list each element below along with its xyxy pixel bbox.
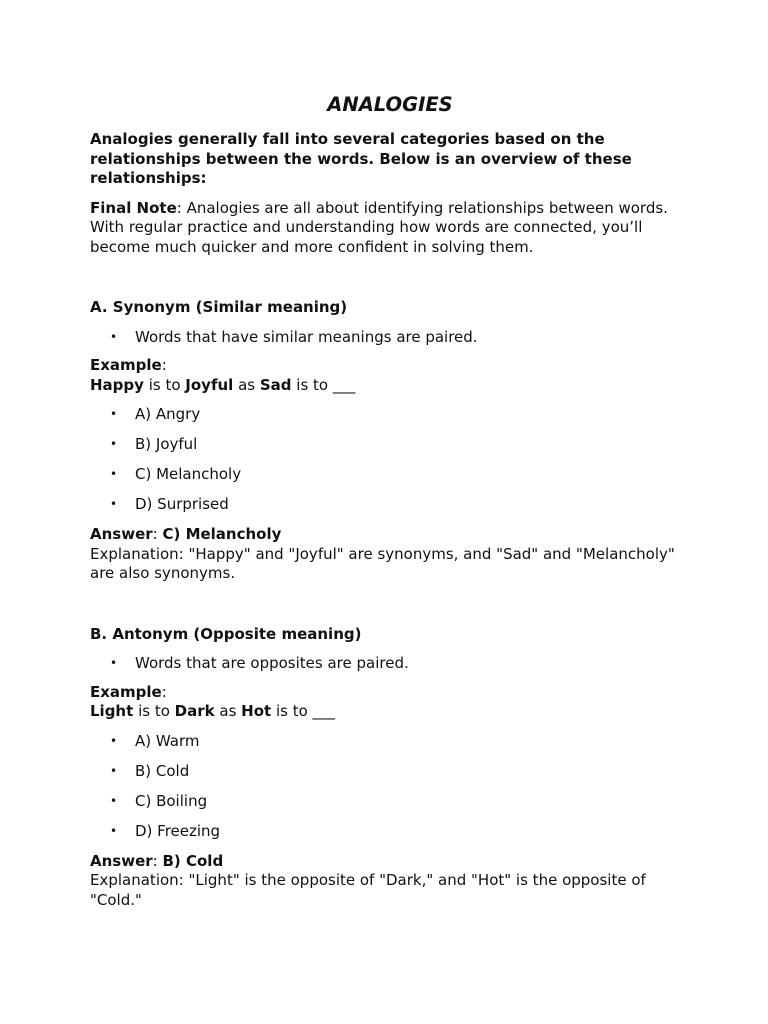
document-content — [90, 93, 690, 910]
example-heading — [90, 356, 690, 376]
example-heading — [90, 683, 690, 703]
option-item: • B) Cold — [90, 762, 690, 792]
answer-value: C) Melancholy — [162, 525, 282, 543]
option-item: • D) Surprised — [90, 495, 690, 525]
answer-label: Answer — [90, 525, 153, 543]
final-note-text: Analogies are all about identifying relationships between words. With regular practice and understanding how words are connected, you’ll become much quicker and more confident in solving them. — [90, 198, 668, 256]
example-sep: : — [161, 356, 167, 374]
example-connector: is to — [133, 702, 175, 720]
options-list — [90, 405, 690, 525]
description-list — [90, 654, 690, 674]
section-title: B. Antonym (Opposite meaning) — [90, 624, 362, 643]
option-item: • A) Warm — [90, 732, 690, 762]
example-word-1: Happy — [90, 375, 144, 394]
option-item: • D) Freezing — [90, 822, 690, 852]
explanation-text: Explanation: "Happy" and "Joyful" are synonyms, and "Sad" and "Melancholy" are also synonyms. — [90, 544, 675, 582]
description-item: • Words that have similar meanings are paired. — [90, 328, 690, 348]
example-word-2: Dark — [174, 702, 215, 720]
description-list — [90, 328, 690, 348]
example-connector: as — [214, 702, 242, 720]
example-word-2: Joyful — [185, 375, 234, 394]
final-note-sep: : — [176, 198, 182, 217]
final-note-label: Final Note — [90, 198, 177, 217]
intro-paragraph: Analogies generally fall into several categories based on the relationships between the words. Below is an overview of these relationships: — [90, 130, 632, 187]
options-list — [90, 732, 690, 852]
example-analogy — [90, 702, 690, 722]
answer-label: Answer — [90, 851, 153, 870]
option-item: • C) Boiling — [90, 792, 690, 822]
description-item: • Words that are opposites are paired. — [90, 654, 690, 674]
option-item: • C) Melancholy — [90, 465, 690, 495]
answer-sep: : — [152, 851, 163, 870]
final-note-paragraph — [90, 199, 690, 258]
example-label: Example — [90, 356, 162, 374]
example-connector: is to ___ — [291, 375, 356, 394]
section-antonym — [90, 625, 690, 911]
example-connector: is to ___ — [271, 702, 336, 720]
example-label: Example — [90, 682, 162, 701]
option-item: • A) Angry — [90, 405, 690, 435]
answer-line — [90, 525, 690, 545]
answer-value: B) Cold — [162, 851, 224, 870]
example-analogy — [90, 376, 690, 396]
answer-sep: : — [152, 525, 163, 543]
example-connector: as — [233, 375, 260, 394]
section-synonym — [90, 298, 690, 584]
section-title: A. Synonym (Similar meaning) — [90, 298, 348, 316]
option-item: • B) Joyful — [90, 435, 690, 465]
answer-line — [90, 852, 690, 872]
example-word-1: Light — [90, 702, 134, 720]
explanation-text: Explanation: "Light" is the opposite of "Dark," and "Hot" is the opposite of "Cold." — [90, 871, 646, 909]
document-title: ANALOGIES — [327, 93, 453, 116]
example-connector: is to — [143, 375, 186, 394]
example-word-3: Hot — [241, 702, 272, 720]
example-word-3: Sad — [259, 375, 292, 394]
example-sep: : — [161, 682, 167, 701]
